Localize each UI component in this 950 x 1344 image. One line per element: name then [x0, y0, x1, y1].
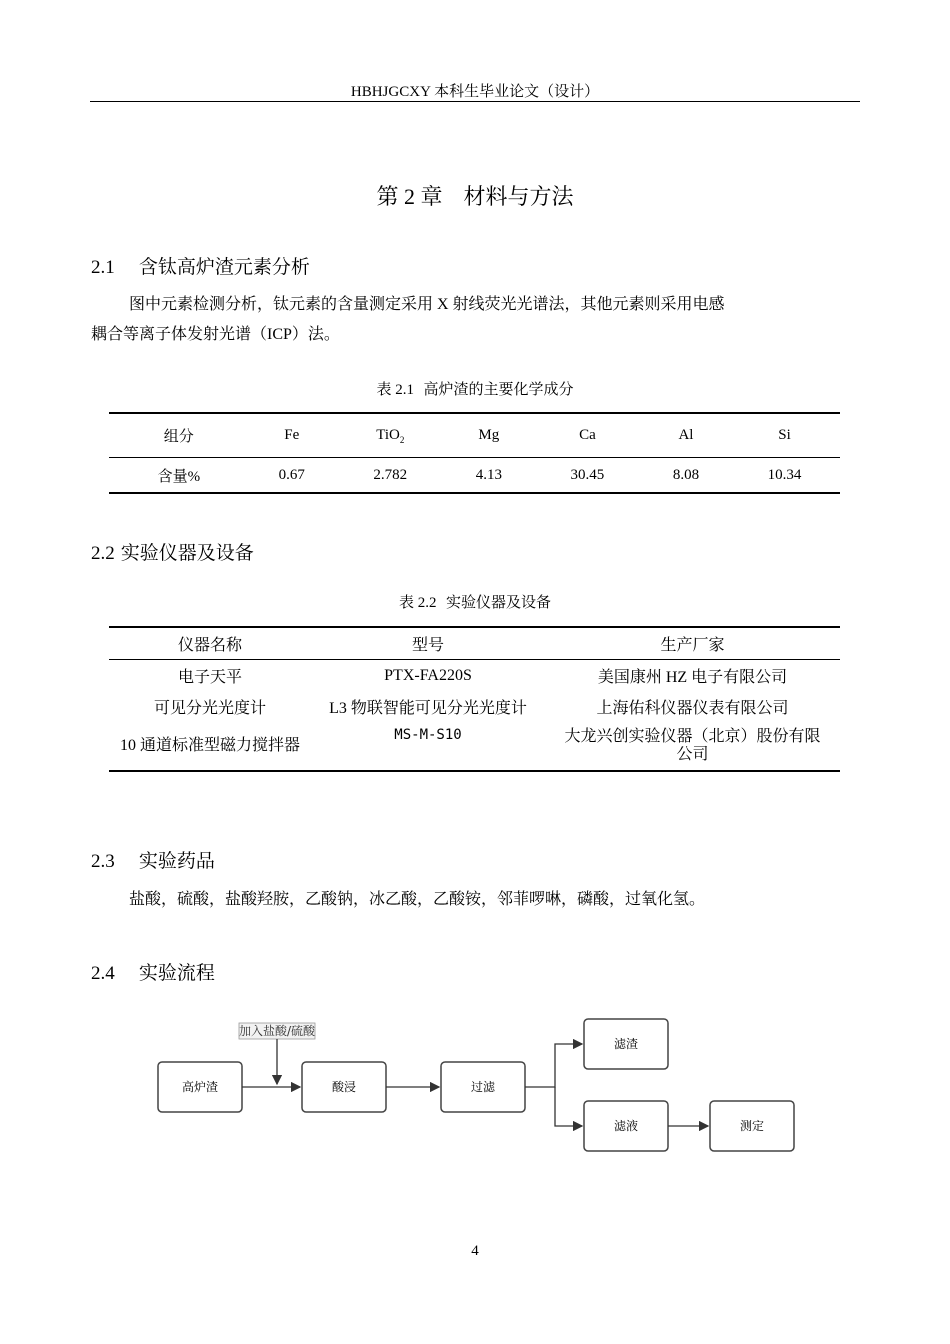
section-title: 实验仪器及设备: [120, 542, 254, 564]
table-header-cell: 仪器名称: [109, 627, 311, 660]
section-number: 2.4: [91, 963, 115, 984]
table-cell: MS-M-S10: [311, 722, 545, 771]
paragraph-line: 盐酸，硫酸，盐酸羟胺，乙酸钠，冰乙酸，乙酸铵，邻菲啰啉，磷酸，过氧化氢。: [129, 891, 706, 908]
section-heading-2-2: [91, 538, 254, 565]
page-number: 4: [471, 1243, 479, 1259]
table-cell: 8.08: [643, 458, 729, 494]
table-cell: 电子天平: [177, 669, 242, 686]
caption-text: 实验仪器及设备: [446, 593, 552, 611]
table-cell: 美国康州 HZ 电子有限公司: [597, 669, 788, 686]
paragraph-reagents: [91, 885, 861, 915]
tio2-label: TiO: [376, 426, 400, 443]
table-header-cell: 组分: [109, 413, 249, 458]
table-cell: 4.13: [446, 458, 532, 494]
composition-table: [109, 412, 840, 494]
table-header-cell: Mg: [446, 413, 532, 458]
node-slag-label: 高炉渣: [181, 1080, 219, 1094]
table-header-cell: Ca: [532, 413, 643, 458]
section-heading-2-3: [91, 846, 215, 873]
table-cell: 大龙兴创实验仪器（北京）股份有限公司: [545, 722, 840, 771]
paragraph-line: 图中元素检测分析，钛元素的含量测定采用 X 射线荧光光谱法，其他元素则采用电感: [129, 296, 725, 313]
table-header-row: [109, 627, 840, 660]
section-number: 2.3: [91, 851, 115, 872]
arrow-filter-residue: [525, 1044, 582, 1087]
section-number: 2.1: [91, 257, 115, 278]
node-filtrate-label: 滤液: [613, 1119, 639, 1133]
process-flowchart: [150, 1010, 810, 1170]
table-caption-2-2: [0, 591, 950, 612]
section-title: 实验流程: [138, 962, 215, 984]
section-number: 2.2: [91, 543, 115, 564]
table-cell: 30.45: [532, 458, 643, 494]
table-cell: 10 通道标准型磁力搅拌器: [109, 722, 311, 771]
caption-number: 表 2.1: [376, 382, 414, 398]
paragraph-line: 耦合等离子体发射光谱（ICP）法。: [91, 326, 340, 343]
table-row: [109, 660, 840, 692]
table-cell: L3 物联智能可见分光光度计: [329, 700, 527, 717]
caption-text: 高炉渣的主要化学成分: [423, 380, 574, 398]
running-header: HBHJGCXY 本科生毕业论文（设计）: [350, 84, 600, 100]
table-header-cell: [335, 413, 446, 458]
table-cell: 2.782: [335, 458, 446, 494]
chapter-title: [0, 180, 950, 211]
chapter-name: 材料与方法: [463, 185, 574, 210]
caption-number: 表 2.2: [398, 595, 437, 611]
node-leach-label: 酸浸: [331, 1080, 357, 1094]
table-caption-2-1: [0, 378, 950, 399]
input-label: 加入盐酸/硫酸: [238, 1024, 316, 1038]
chapter-number: 第 2 章: [376, 184, 443, 209]
table-header-cell: 型号: [311, 627, 545, 660]
table-header-cell: Si: [729, 413, 840, 458]
table-cell: 上海佑科仪器仪表有限公司: [596, 700, 789, 717]
table-header-cell: Al: [643, 413, 729, 458]
section-heading-2-4: [91, 958, 215, 985]
table-row: [109, 691, 840, 722]
paragraph-element-analysis: [91, 290, 861, 350]
table-cell: 含量%: [109, 458, 249, 494]
node-residue-label: 滤渣: [613, 1037, 639, 1051]
table-header-row: [109, 413, 840, 458]
table-header-cell: Fe: [249, 413, 335, 458]
table-cell: 可见分光光度计: [153, 700, 266, 717]
section-heading-2-1: [91, 252, 310, 279]
table-cell: 10.34: [729, 458, 840, 494]
node-measure-label: 测定: [739, 1119, 765, 1133]
table-row: [109, 722, 840, 771]
header-rule: [90, 101, 860, 102]
table-cell: 0.67: [249, 458, 335, 494]
section-title: 实验药品: [138, 850, 215, 872]
node-filter-label: 过滤: [470, 1080, 496, 1094]
equipment-table: [109, 626, 840, 772]
table-header-cell: 生产厂家: [545, 627, 840, 660]
tio2-subscript: 2: [399, 434, 405, 445]
table-row: [109, 458, 840, 494]
table-cell: PTX-FA220S: [384, 666, 472, 684]
arrow-filter-filtrate: [555, 1087, 582, 1126]
section-title: 含钛高炉渣元素分析: [138, 256, 310, 278]
